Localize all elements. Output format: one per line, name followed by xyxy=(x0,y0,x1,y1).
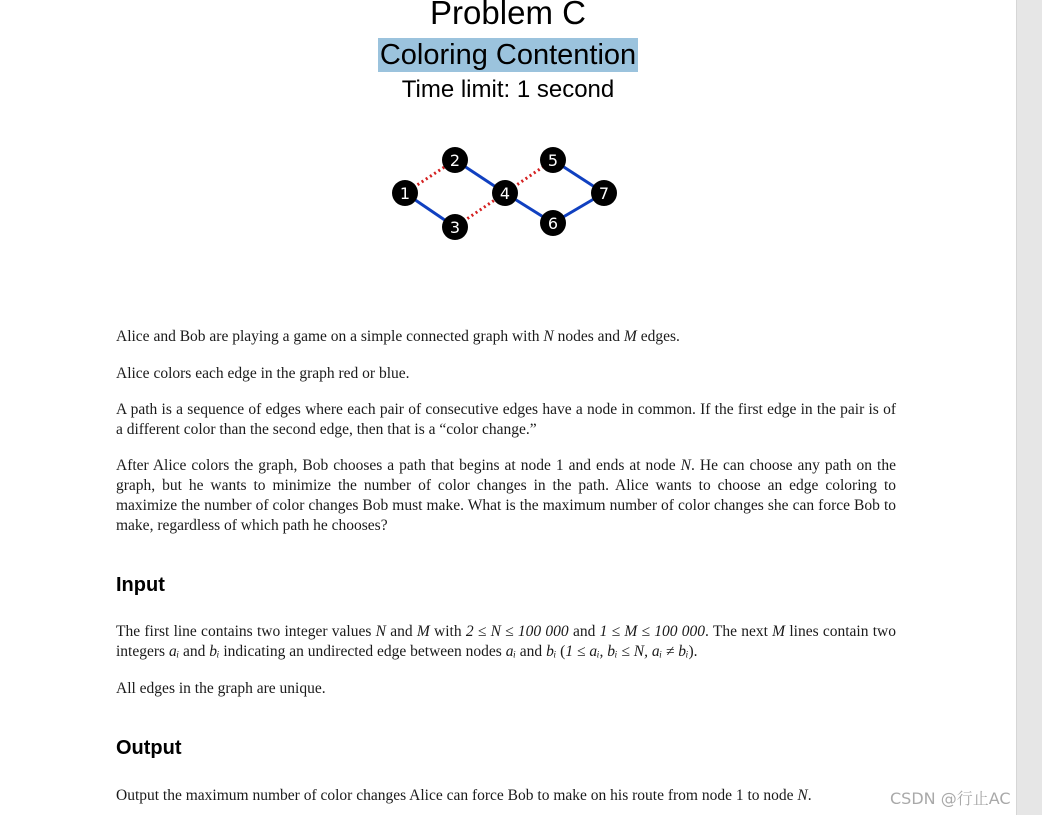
node-5 xyxy=(540,147,566,173)
time-limit: Time limit: 1 second xyxy=(401,76,615,103)
statement-paragraph-3: A path is a sequence of edges where each pair of consecutive edges have a node in common. If the first edge in the pair is of a different color than the second edge, then that is a “color change.” xyxy=(116,401,896,438)
problem-name-wrap xyxy=(0,39,1016,72)
example-graph-figure xyxy=(380,140,630,250)
node-6 xyxy=(540,210,566,236)
output-paragraph-1: Output the maximum number of color changes Alice can force Bob to make on his route from node 1 to node N. xyxy=(116,787,812,804)
statement-paragraph-2: Alice colors each edge in the graph red or blue. xyxy=(116,365,410,382)
statement-paragraph-4: After Alice colors the graph, Bob chooses a path that begins at node 1 and ends at node N. He can choose any path on the graph, but he wants to minimize the number of color changes in the path. Alice wants to choose an edge coloring to maximize the number of color changes Bob must make. What is the maximum number of color changes she can force Bob to make, regardless of which path he chooses? xyxy=(116,457,896,534)
node-5-label: 5 xyxy=(547,151,559,170)
statement-paragraph-1: Alice and Bob are playing a game on a simple connected graph with N nodes and M edges. xyxy=(116,328,680,345)
node-4 xyxy=(492,180,518,206)
node-2-label: 2 xyxy=(449,151,461,170)
node-4-label: 4 xyxy=(499,184,511,203)
node-1 xyxy=(392,180,418,206)
csdn-watermark: CSDN @行止AC xyxy=(890,789,1011,808)
input-paragraph-2: All edges in the graph are unique. xyxy=(116,680,326,697)
node-7 xyxy=(591,180,617,206)
output-heading: Output xyxy=(116,737,182,759)
node-1-label: 1 xyxy=(399,184,411,203)
node-2 xyxy=(442,147,468,173)
node-3-label: 3 xyxy=(449,218,461,237)
scrollbar-track[interactable] xyxy=(1016,0,1042,815)
node-6-label: 6 xyxy=(547,214,559,233)
input-heading: Input xyxy=(116,574,165,596)
problem-name[interactable]: Coloring Contention xyxy=(379,39,637,71)
node-7-label: 7 xyxy=(598,184,610,203)
input-paragraph-1: The first line contains two integer values N and M with 2 ≤ N ≤ 100 000 and 1 ≤ M ≤ 100 000. The next M lines contain two integers aᵢ and bᵢ indicating an undirected edge between nodes aᵢ and bᵢ (1 ≤ aᵢ, bᵢ ≤ N, aᵢ ≠ bᵢ). xyxy=(116,623,896,660)
node-3 xyxy=(442,214,468,240)
problem-label: Problem C xyxy=(430,0,586,31)
